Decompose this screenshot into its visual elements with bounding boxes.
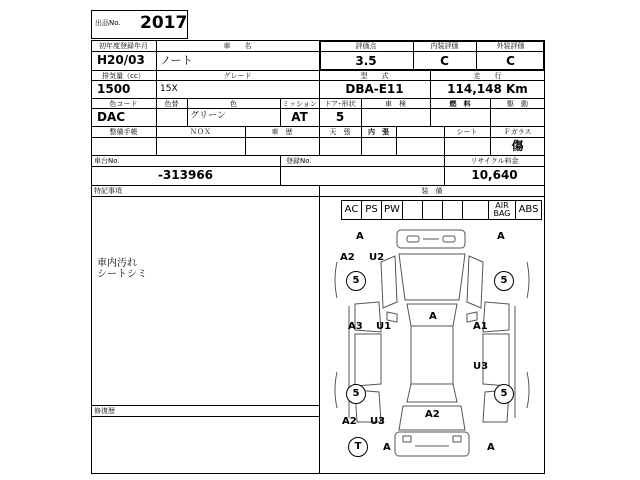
mark-wheel-rear-left: 5 [346, 384, 366, 404]
exterior-score-label: 外装評価 [496, 42, 525, 50]
recycle-label: リサイクル料金 [470, 157, 519, 165]
mark-u3-rear: U3 [370, 416, 386, 427]
mark-bottom-a: A [383, 442, 391, 453]
mileage-label: 走 行 [473, 72, 502, 80]
grade-value: 15X [160, 84, 178, 94]
mark-a2-left: A2 [340, 252, 355, 263]
mark-wheel-front-right: 5 [494, 271, 514, 291]
doors-label: ドア･形状 [324, 100, 356, 108]
car-name-label: 車 名 [223, 42, 252, 50]
right-rear-door [483, 334, 509, 386]
score-label: 評価点 [355, 42, 377, 50]
equip-blank-2 [422, 200, 443, 220]
equip-blank-4 [462, 200, 489, 220]
right-front-fender [467, 256, 483, 308]
model-value: DBA-E11 [345, 82, 404, 96]
equipment-label: 装 備 [421, 187, 443, 195]
mark-bottom-a-right: A [487, 442, 495, 453]
model-label: 型 式 [360, 72, 389, 80]
year-label: 初年度登録年月 [99, 42, 148, 50]
roof-panel [411, 326, 453, 384]
exterior-score-value: C [506, 54, 515, 68]
displacement-label: 排気量（cc） [102, 72, 145, 80]
mark-wheel-rear-right: 5 [494, 384, 514, 404]
front-glass-value: 傷 [511, 139, 524, 153]
interior-score-value: C [440, 54, 449, 68]
color-name-value: グリーン [190, 111, 226, 121]
mark-bottom-t: T [348, 437, 368, 457]
score-value: 3.5 [355, 54, 377, 68]
note-line: 車内汚れ [97, 258, 137, 269]
color-code-label: 色コード [109, 100, 138, 108]
seat-label: シート [456, 128, 478, 136]
chassis-label: 車台No. [94, 157, 120, 165]
fuel-label: 燃 料 [449, 100, 471, 108]
nox-label: ＮＯＸ [190, 128, 211, 136]
inspection-label: 車 検 [385, 100, 406, 108]
mark-u3: U3 [473, 361, 489, 372]
hood-panel [399, 254, 465, 300]
equip-pw: PW [381, 200, 403, 220]
roof-label: 天 張 [329, 128, 351, 136]
registration-label: 登録No. [286, 157, 312, 165]
mark-trunk: A2 [425, 409, 440, 420]
equip-airbag: AIR BAG [488, 200, 516, 220]
maintenance-label: 整備手帳 [109, 128, 138, 136]
equip-blank-1 [402, 200, 423, 220]
mission-value: AT [291, 110, 308, 124]
grade-label: グレード [223, 72, 252, 80]
equip-blank-3 [442, 200, 463, 220]
equip-abs: ABS [515, 200, 542, 220]
mark-a2-rear: A2 [342, 416, 357, 427]
left-rear-door [355, 334, 381, 386]
color-code-value: DAC [97, 110, 126, 124]
mileage-value: 114,148 Km [447, 82, 528, 96]
repair-label: 修復歴 [94, 407, 115, 415]
doors-value: 5 [335, 110, 345, 124]
equip-ps: PS [361, 200, 382, 220]
recycle-value: 10,640 [471, 168, 518, 182]
color-change-label: 色替 [164, 100, 179, 108]
mission-label: ミッション [282, 100, 317, 108]
displacement-value: 1500 [97, 82, 131, 96]
equip-ac: AC [341, 200, 362, 220]
note-line: シートシミ [97, 269, 147, 280]
mark-front-right: A [497, 231, 505, 242]
lot-number: 2017 [140, 13, 188, 33]
mark-a3: A3 [348, 321, 363, 332]
lot-label: 出品No. [95, 19, 121, 27]
mark-hood: A [429, 311, 437, 322]
front-glass-label: Ｆガラス [503, 128, 532, 136]
car-name-value: ノート [160, 54, 193, 67]
mark-a1: A1 [473, 321, 488, 332]
inner-panel-label: 内 張 [368, 128, 389, 136]
interior-score-label: 内装評価 [430, 42, 459, 50]
drive-label: 駆 動 [507, 100, 528, 108]
mark-front-left: A [356, 231, 364, 242]
notes-label: 特記事項 [94, 187, 122, 195]
history-label: 車 歴 [271, 128, 293, 136]
mark-u1: U1 [376, 321, 392, 332]
color-name-label: 色 [230, 100, 237, 108]
mark-u2: U2 [369, 252, 385, 263]
year-value: H20/03 [97, 53, 145, 67]
mark-wheel-front-left: 5 [346, 271, 366, 291]
chassis-value: -313966 [157, 168, 214, 182]
notes-lines [97, 258, 147, 280]
